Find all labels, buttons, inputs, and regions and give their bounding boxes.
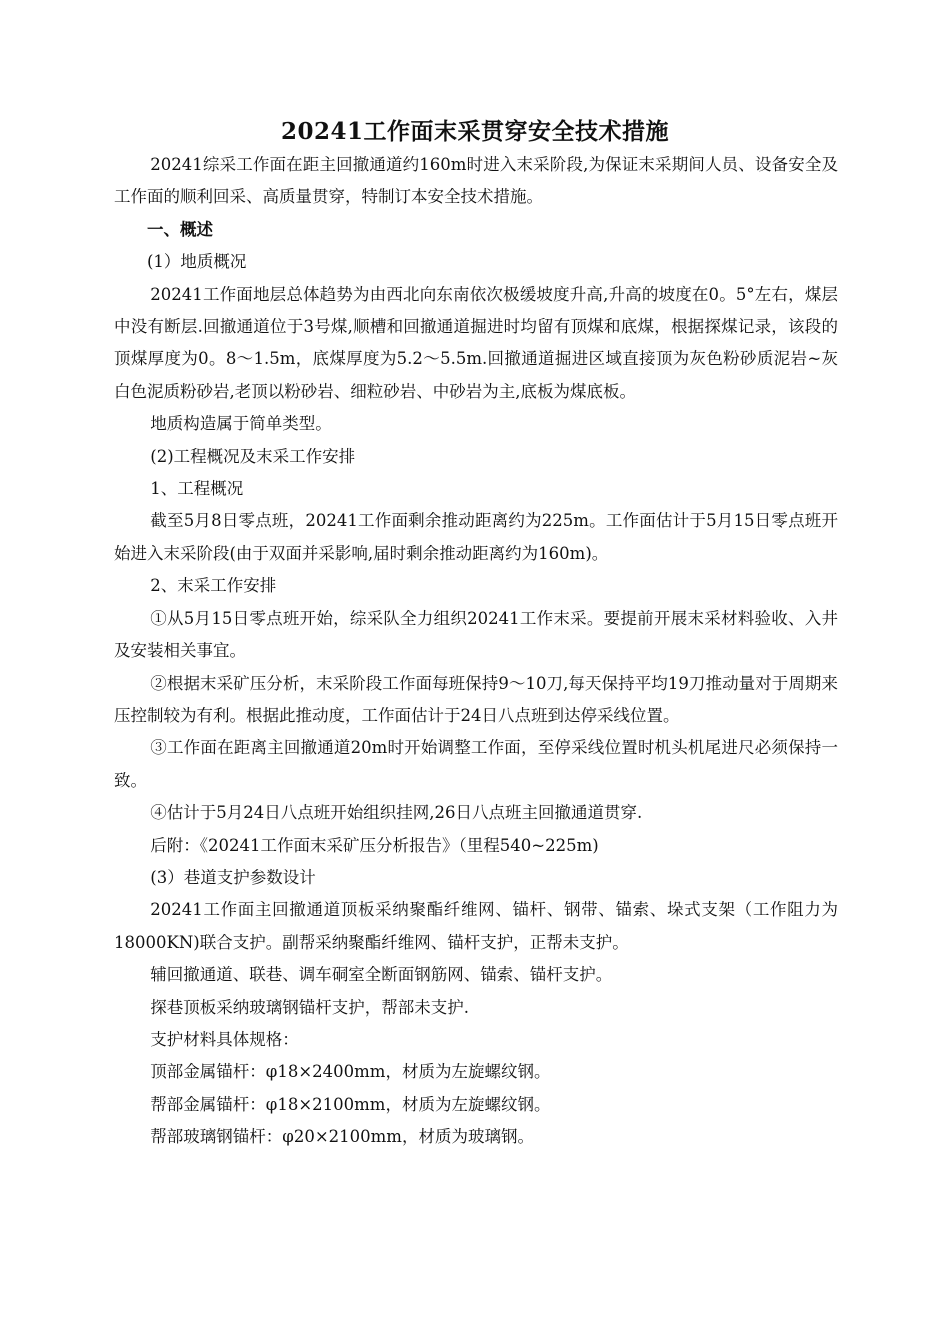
arrangement-point-2: ②根据末采矿压分析，末采阶段工作面每班保持9～10刀,每天保持平均19刀推动量对于周期来压控制较为有利。根据此推动度，工作面估计于24日八点班到达停采线位置。 [114, 673, 838, 725]
subsection-support-design: (3）巷道支护参数设计 [150, 867, 316, 887]
subsection-engineering: (2)工程概况及末采工作安排 [150, 446, 356, 466]
item-engineering-overview: 1、工程概况 [150, 479, 244, 499]
structure-paragraph: 地质构造属于简单类型。 [150, 414, 332, 434]
document-body [114, 149, 838, 1154]
subsection-geology: (1）地质概况 [147, 252, 247, 272]
spec-side-fiberglass-bolt: 帮部玻璃钢锚杆：φ20×2100mm，材质为玻璃钢。 [150, 1127, 534, 1147]
document-title: 20241工作面末采贯穿安全技术措施 [280, 118, 670, 145]
arrangement-point-1: ①从5月15日零点班开始，综采队全力组织20241工作末采。要提前开展末采材料验收、入井及安装相关事宜。 [114, 608, 838, 661]
material-spec-heading: 支护材料具体规格： [150, 1029, 299, 1049]
support-main-paragraph: 20241工作面主回撤通道顶板采纳聚酯纤维网、锚杆、钢带、锚索、垛式支架（工作阻力为18000KN)联合支护。副帮采纳聚酯纤维网、锚杆支护，正帮未支护。 [114, 900, 838, 952]
support-exploration-paragraph: 探巷顶板采纳玻璃钢锚杆支护，帮部未支护. [150, 997, 470, 1017]
support-aux-paragraph: 辅回撤通道、联巷、调车硐室全断面钢筋网、锚索、锚杆支护。 [150, 965, 613, 985]
engineering-paragraph: 截至5月8日零点班，20241工作面剩余推动距离约为225m。工作面估计于5月15日零点班开始进入末采阶段(由于双面并采影响,届时剩余推动距离约为160m)。 [114, 511, 838, 563]
intro-paragraph: 20241综采工作面在距主回撤通道约160m时进入末采阶段,为保证末采期间人员、设备安全及工作面的顺利回采、高质量贯穿，特制订本安全技术措施。 [114, 155, 838, 207]
arrangement-point-3: ③工作面在距离主回撤通道20m时开始调整工作面，至停采线位置时机头机尾进尺必须保持一致。 [114, 738, 838, 790]
geology-paragraph: 20241工作面地层总体趋势为由西北向东南依次极缓坡度升高,升高的坡度在0。5°左右，煤层中没有断层.回撤通道位于3号煤,顺槽和回撤通道掘进时均留有顶煤和底煤，根据探煤记录，该段的顶煤厚度为0。8～1.5m，底煤厚度为5.2～5.5m.回撤通道掘进区域直接顶为灰色粉砂质泥岩~灰白色泥质粉砂岩,老顶以粉砂岩、细粒砂岩、中砂岩为主,底板为煤底板。 [114, 284, 838, 401]
spec-top-bolt: 顶部金属锚杆：φ18×2400mm，材质为左旋螺纹钢。 [150, 1062, 551, 1082]
arrangement-point-4: ④估计于5月24日八点班开始组织挂网,26日八点班主回撤通道贯穿. [150, 803, 643, 823]
spec-side-bolt: 帮部金属锚杆：φ18×2100mm，材质为左旋螺纹钢。 [150, 1094, 551, 1114]
item-mining-arrangement: 2、末采工作安排 [150, 576, 277, 596]
appendix-note: 后附：《20241工作面末采矿压分析报告》（里程540~225m) [150, 835, 599, 855]
section-heading-overview: 一、概述 [147, 219, 213, 239]
